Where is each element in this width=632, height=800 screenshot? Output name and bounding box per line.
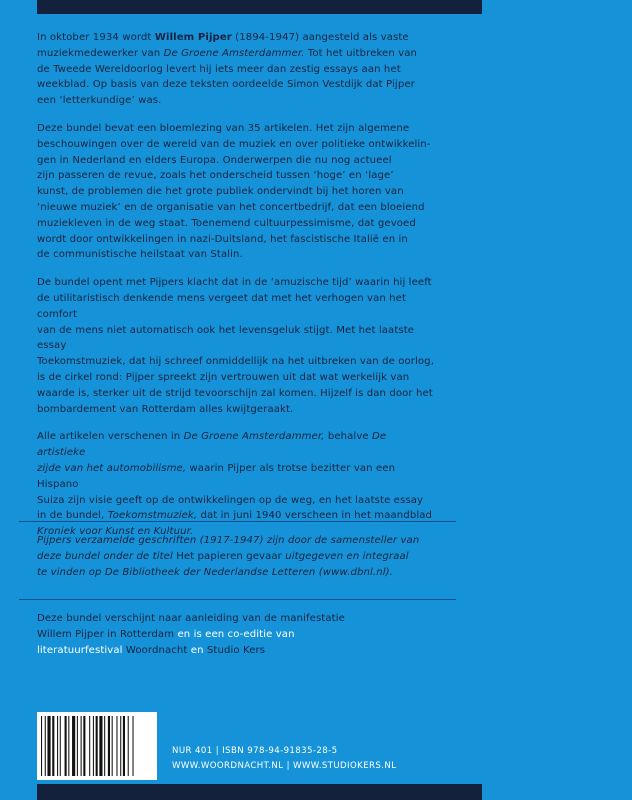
barcode-bar (77, 716, 78, 776)
barcode-bar (72, 716, 75, 776)
barcode-bar (123, 716, 125, 776)
divider-1 (19, 521, 456, 522)
barcode-bar (81, 716, 82, 776)
paragraph-opening: De bundel opent met Pijpers klacht dat in de ‘amuzische tijd’ waarin hij leeft de utilitaristisch denkende mens vergeet dat met het verhogen van het comfort van de mens niet automatisch ook het levensgeluk stijgt. Met het laatste essay Toekomstmuziek, dat hij schreef onmiddellijk na het uitbreken van de oorlog, is de cirkel rond: Pijper spreekt zijn vertrouwen uit dat wat werkelijk van waarde is, sterker uit de strijd tevoorschijn zal komen. Hijzelf is dan door het bombardement van Rotterdam alles kwijtgeraakt. (37, 277, 435, 415)
barcode-bar (93, 716, 94, 776)
barcode-bar (128, 716, 129, 776)
paragraph-intro: In oktober 1934 wordt Willem Pijper (1894-1947) aangesteld als vaste muziekmedewerker van De Groene Amsterdammer. Tot het uitbreken van de Tweede Wereldoorlog levert hij iets meer dan zestig essays aan het weekblad. Op basis van deze teksten oordeelde Simon Vestdijk dat Pijper een ‘letterkundige’ was. (37, 32, 418, 107)
barcode-bar (108, 716, 110, 776)
paragraph-note: Pijpers verzamelde geschriften (1917-1947) zijn door de samensteller van deze bundel onder de titel Het papieren gevaar uitgegeven en integraal te vinden op De Bibliotheek der Nederlandse Letteren (www.dbnl.nl). (37, 535, 420, 578)
barcode-graphic (37, 712, 157, 780)
barcode-bar (57, 716, 58, 776)
barcode-bar (41, 716, 42, 776)
barcode-bar (52, 716, 54, 776)
barcode-bar (112, 716, 113, 776)
barcode-bar (83, 716, 85, 776)
barcode-bar (45, 716, 46, 776)
barcode-bar (120, 716, 121, 776)
note-text (37, 533, 437, 580)
barcode-bar (104, 716, 105, 776)
barcode-bar (99, 716, 102, 776)
newspaper-title: De Groene Amsterdammer. (163, 47, 305, 59)
body-text (37, 30, 437, 540)
author-name: Willem Pijper (154, 32, 232, 43)
website-line: WWW.WOORDNACHT.NL | WWW.STUDIOKERS.NL (172, 761, 397, 771)
top-bar (37, 0, 482, 14)
barcode-bar (89, 716, 90, 776)
barcode-bar (60, 716, 61, 776)
barcode-bar (65, 716, 67, 776)
collection-title: Het papieren gevaar (176, 550, 282, 562)
barcode-bar (96, 716, 98, 776)
barcode-bar (116, 716, 117, 776)
barcode (37, 712, 157, 780)
barcode-bar (68, 716, 69, 776)
paragraph-contents: Deze bundel bevat een bloemlezing van 35 artikelen. Het zijn algemene beschouwingen over de wereld van de muziek en over politieke ontwikkelin- gen in Nederland en elders Europa. Onderwerpen die nu nog actueel zijn passeren de revue, zoals het onderscheid tussen ‘hoge’ en ‘lage’ kunst, de problemen die het grote publiek ondervindt bij het horen van ‘nieuwe muziek’ en de organisatie van het concertbedrijf, dat een bloeiend muziekleven in de weg staat. Toenemend cultuurpessimisme, dat gevoed wordt door ontwikkelingen in nazi-Duitsland, het fascistische Italië en in de communistische heilstaat van Stalin. (37, 122, 431, 261)
isbn-block (172, 744, 396, 774)
barcode-bar (47, 716, 50, 776)
paragraph-credit: Deze bundel verschijnt naar aanleiding van de manifestatie Willem Pijper in Rotterdam en is een co-editie van literatuurfestival Woordnacht en Studio Kers (37, 613, 345, 656)
credit-text (37, 611, 437, 658)
bottom-bar (37, 784, 482, 800)
isbn-line: NUR 401 | ISBN 978-94-91835-28-5 (172, 746, 338, 756)
barcode-bar (133, 716, 134, 776)
divider-2 (19, 599, 456, 600)
paragraph-sources: Alle artikelen verschenen in De Groene Amsterdammer, behalve De artistieke zijde van het automobilisme, waarin Pijper als trotse bezitter van een Hispano Suiza zijn visie geeft op de ontwikkelingen op de weg, en het laatste essay in de bundel, Toekomstmuziek, dat in juni 1940 verscheen in het maandblad Kroniek voor Kunst en Kultuur. (37, 431, 433, 538)
